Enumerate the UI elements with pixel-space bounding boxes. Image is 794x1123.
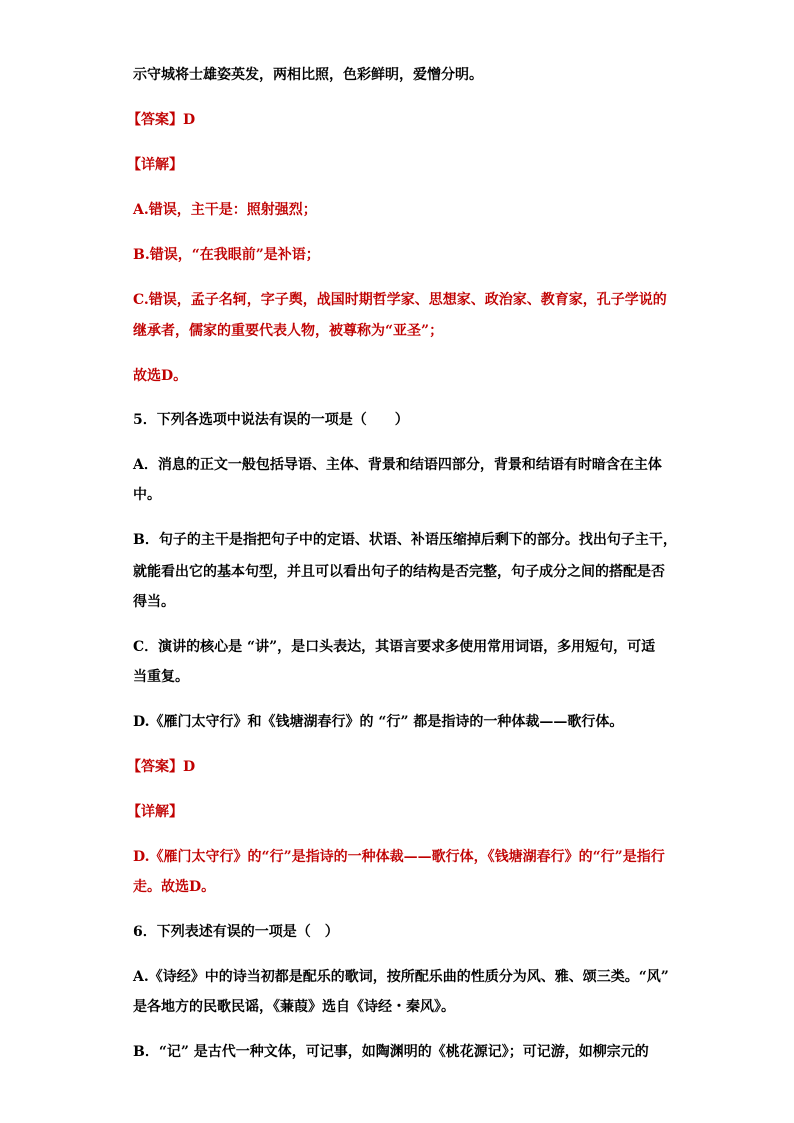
question-title: 5．下列各选项中说法有误的一项是（ ） [133, 412, 409, 428]
option-b: B．“记” 是古代一种文体，可记事，如陶渊明的《桃花源记》；可记游，如柳宗元的 [133, 1044, 649, 1060]
explanation-line: 继承者，儒家的重要代表人物，被尊称为“亚圣”； [133, 323, 444, 339]
answer-label: 【答案】D [127, 112, 196, 128]
question-title: 6．下列表述有误的一项是（ ） [133, 924, 339, 940]
answer-label: 【答案】D [127, 759, 196, 775]
option-b-cont: 就能看出它的基本句型，并且可以看出句子的结构是否完整，句子成分之间的搭配是否 [133, 564, 665, 580]
option-d: D.《雁门太守行》和《钱塘湖春行》的 “行” 都是指诗的一种体裁——歌行体。 [133, 714, 624, 730]
text-line: 示守城将士雄姿英发，两相比照，色彩鲜明，爱憎分明。 [133, 67, 483, 83]
option-a-cont: 中。 [133, 487, 161, 503]
explanation-label: 【详解】 [127, 157, 183, 173]
option-a-cont: 是各地方的民歌民谣，《蒹葭》选自《诗经・秦风》。 [133, 999, 455, 1015]
option-c-cont: 当重复。 [133, 669, 189, 685]
option-a: A．消息的正文一般包括导语、主体、背景和结语四部分，背景和结语有时暗含在主体 [133, 457, 662, 473]
option-a: A.《诗经》中的诗当初都是配乐的歌词，按所配乐曲的性质分为风、雅、颂三类。“风” [133, 969, 669, 985]
explanation-line: C.错误，孟子名轲，字子舆，战国时期哲学家、思想家、政治家、教育家，孔子学说的 [133, 292, 667, 308]
option-b-cont: 得当。 [133, 594, 175, 610]
explanation-line: D.《雁门太守行》的“行”是指诗的一种体裁——歌行体，《钱塘湖春行》的“行”是指行 [133, 849, 665, 865]
explanation-label: 【详解】 [127, 804, 183, 820]
conclusion-line: 故选D。 [133, 368, 188, 384]
explanation-line: 走。故选D。 [133, 879, 216, 895]
explanation-line: B.错误，“在我眼前”是补语； [133, 247, 320, 263]
explanation-line: A.错误，主干是：照射强烈； [133, 202, 317, 218]
option-b: B．句子的主干是指把句子中的定语、状语、补语压缩掉后剩下的部分。找出句子主干， [133, 532, 677, 548]
option-c: C．演讲的核心是 “讲”，是口头表达，其语言要求多使用常用词语，多用短句，可适 [133, 639, 656, 655]
